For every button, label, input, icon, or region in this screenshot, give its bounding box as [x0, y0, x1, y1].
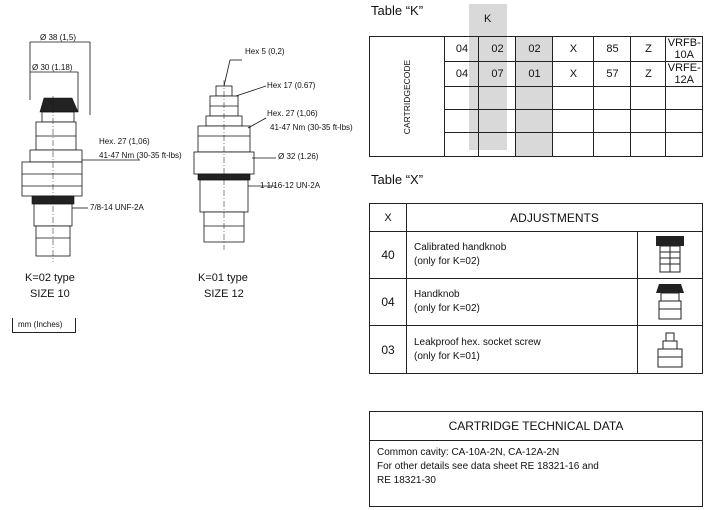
table-k-cell: 07: [479, 62, 516, 87]
table-x-col-adjustments: ADJUSTMENTS: [407, 204, 703, 232]
table-x-desc-line1: Calibrated handknob: [414, 242, 507, 253]
units-note: mm (Inches): [18, 320, 63, 329]
k01-diameter-32-label: Ø 32 (1.26): [278, 152, 319, 161]
tech-data-line3: RE 18321-30: [377, 475, 436, 486]
table-x-desc-line2: (only for K=01): [414, 350, 480, 362]
table-k-title: Table “K”: [371, 3, 424, 18]
table-k-cell: X: [553, 37, 594, 62]
table-k-cell: 02: [479, 37, 516, 62]
table-k-cell: 01: [516, 62, 553, 87]
table-x-row: [370, 232, 703, 279]
table-k-k-header: K: [484, 13, 492, 25]
cartridge-k02-drawing: [0, 0, 200, 300]
tech-data-line2: For other details see data sheet RE 18321-16 and: [377, 461, 599, 472]
k02-hex-label: Hex. 27 (1,06): [99, 137, 150, 146]
k02-diameter-30-label: Ø 30 (1.18): [32, 63, 73, 72]
k02-type-label: K=02 type: [25, 272, 75, 284]
table-k-cell: 57: [594, 62, 631, 87]
k01-torque-label: 41-47 Nm (30-35 ft-lbs): [270, 123, 353, 132]
hex-socket-screw-icon: [650, 329, 690, 371]
k02-thread-label: 7/8-14 UNF-2A: [90, 203, 144, 212]
table-x-desc-line2: (only for K=02): [414, 303, 480, 314]
table-k-cell: X: [553, 62, 594, 87]
table-k-cell: VRFE-12A: [667, 62, 701, 86]
table-k-cell: 04: [445, 62, 479, 87]
table-k-cell: Z: [631, 62, 666, 87]
table-x-code: 40: [370, 232, 407, 279]
table-x-code: 04: [370, 279, 407, 326]
k02-size-label: SIZE 10: [30, 288, 70, 300]
table-k-cell: 04: [445, 37, 479, 62]
table-k: [369, 36, 703, 157]
table-k-cell: 85: [594, 37, 631, 62]
k01-thread-label: 1 1/16-12 UN-2A: [260, 181, 321, 190]
table-x-col-x: X: [370, 204, 407, 232]
table-x-row: [370, 279, 703, 326]
k02-diameter-38-label: Ø 38 (1,5): [40, 33, 77, 42]
table-x-desc-line1: Handknob: [414, 289, 460, 300]
tech-data-line1: Common cavity: CA-10A-2N, CA-12A-2N: [377, 447, 560, 458]
k01-hex27-label: Hex. 27 (1,06): [267, 109, 318, 118]
table-x: [369, 203, 703, 374]
handknob-icon: [650, 281, 690, 323]
k01-size-label: SIZE 12: [204, 288, 244, 300]
tech-data-title: CARTRIDGE TECHNICAL DATA: [370, 412, 702, 441]
tech-data-box: [369, 411, 703, 507]
table-x-code: 03: [370, 326, 407, 374]
k01-type-label: K=01 type: [198, 272, 248, 284]
table-k-side-label: CARTRIDGECODE: [402, 59, 413, 134]
k01-hex17-label: Hex 17 (0.67): [267, 81, 316, 90]
table-x-title: Table “X”: [371, 172, 424, 187]
table-x-row: [370, 326, 703, 374]
table-x-desc-line1: Leakproof hex. socket screw: [414, 336, 541, 348]
calibrated-handknob-icon: [650, 234, 690, 276]
table-x-desc-line2: (only for K=02): [414, 256, 480, 267]
table-k-cell: Z: [631, 37, 666, 62]
table-k-side-cell: [370, 37, 445, 157]
table-k-cell: VRFB-10A: [667, 37, 701, 61]
table-k-cell: 02: [516, 37, 553, 62]
k02-torque-label: 41-47 Nm (30-35 ft-lbs): [99, 151, 182, 160]
k01-hex5-label: Hex 5 (0,2): [245, 47, 285, 56]
